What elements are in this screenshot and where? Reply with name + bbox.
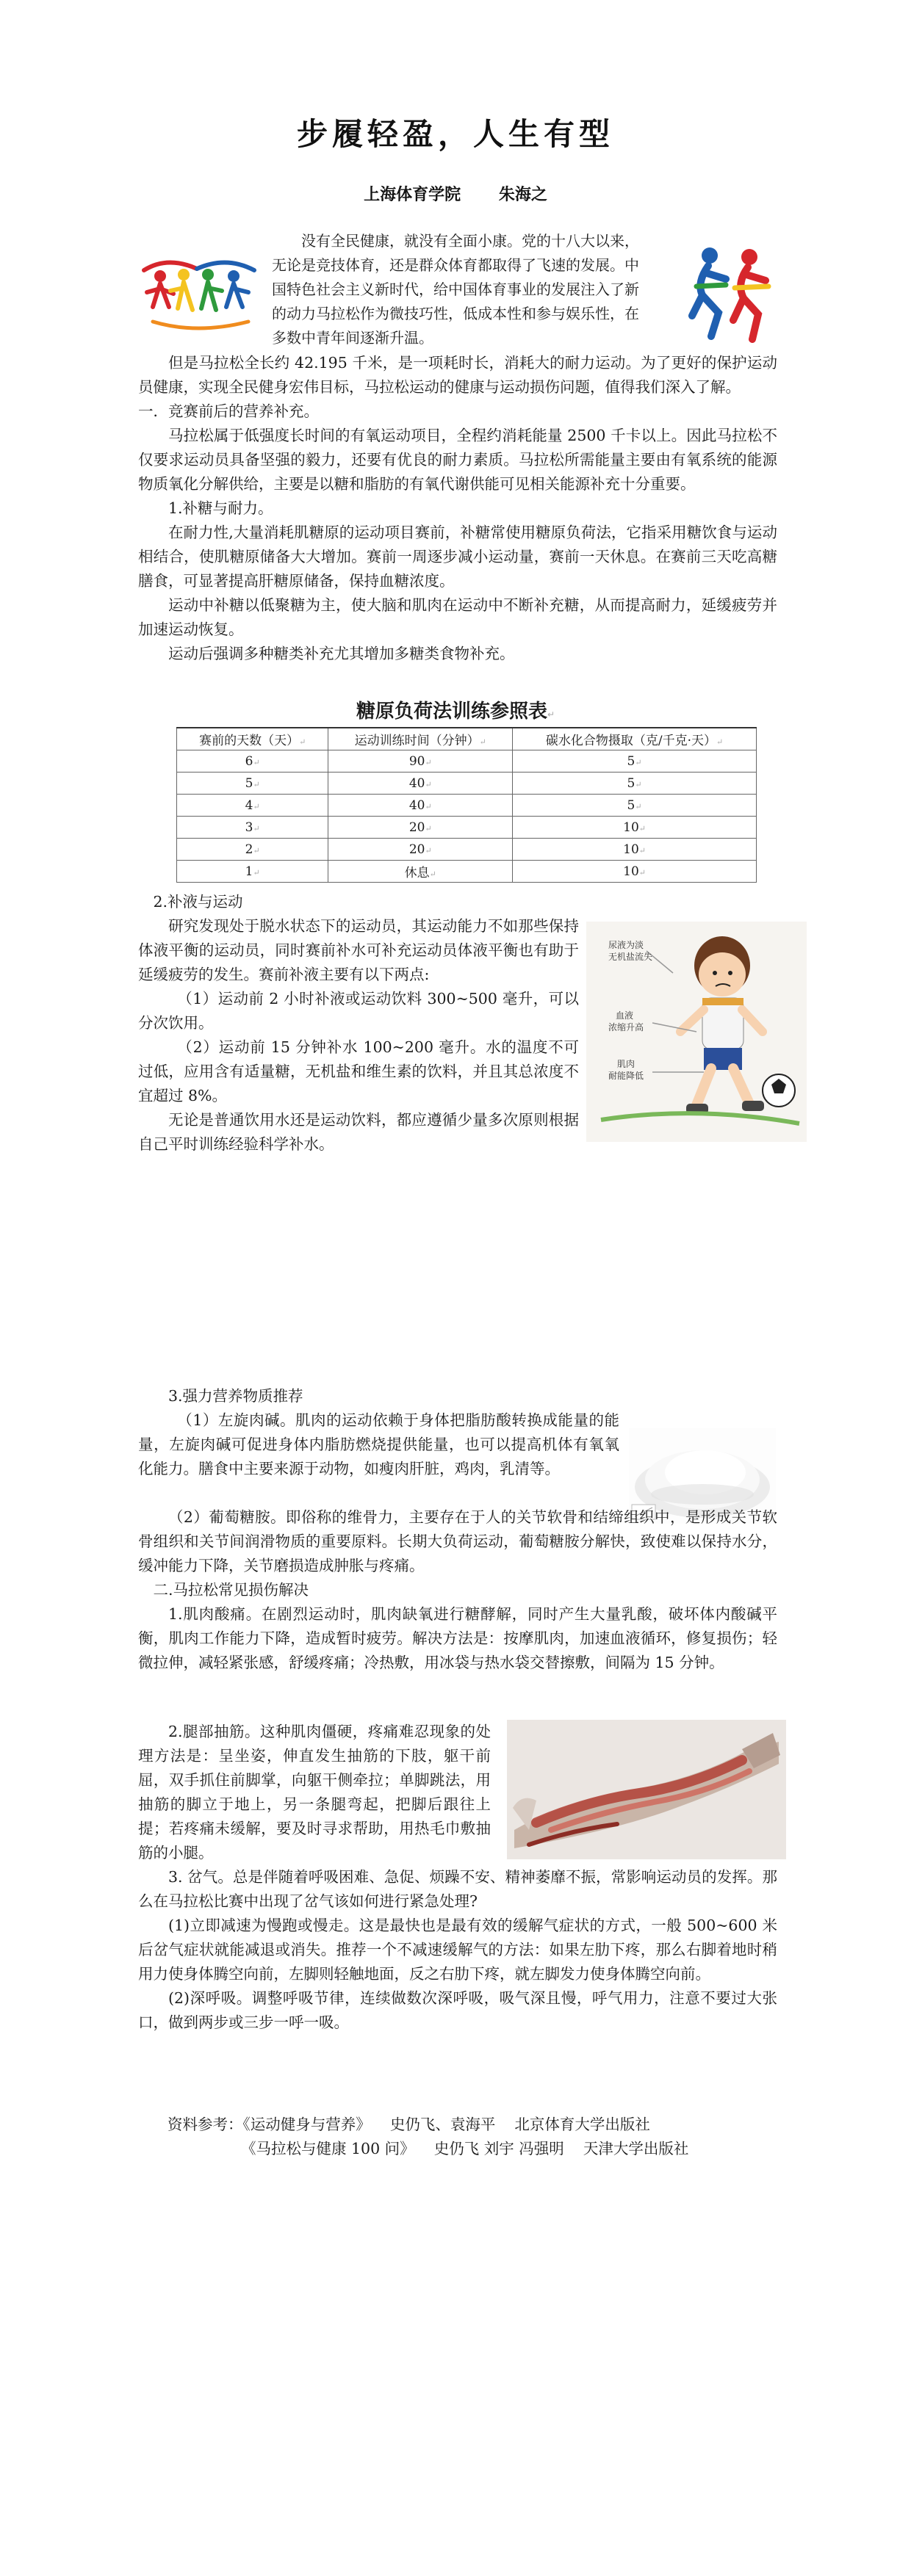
table-row: 4↵ 40↵ 5↵: [177, 795, 757, 817]
injury-side-stitch: 3. 岔气。总是伴随着呼吸困难、急促、烦躁不安、精神萎靡不振，常影响运动员的发挥。那么在马拉松比赛中出现了岔气该如何进行紧急处理?: [138, 1868, 777, 1910]
table-row: 2↵ 20↵ 10↵: [177, 839, 757, 861]
hydration-section: [138, 890, 579, 1157]
subheading-supplements: 3.强力营养物质推荐: [168, 1387, 303, 1405]
table-row: 6↵ 90↵ 5↵: [177, 750, 757, 773]
article-title: 步履轻盈，人生有型: [296, 116, 614, 152]
label-blood: 血液: [616, 1010, 634, 1021]
leg-muscle-illustration: [507, 1720, 786, 1859]
header-carb-intake: 碳水化合物摄取（克/千克·天）↵: [513, 728, 757, 750]
supplement-item-2-wrap: [138, 1505, 777, 1675]
stitch-method-2: (2)深呼吸。调整呼吸节律，连续做数次深呼吸，吸气深且慢，呼气用力，注意不要过大张口，做到两步或三步一呼一吸。: [138, 1989, 777, 2031]
supplements-section: [138, 1384, 777, 1408]
header-days: 赛前的天数（天）↵: [177, 728, 328, 750]
label-endurance: 耐能降低: [608, 1071, 644, 1081]
carb-loading-table: [176, 727, 757, 883]
table-row: 3↵ 20↵ 10↵: [177, 817, 757, 839]
reference-2-authors: 史仍飞 刘宇 冯强明: [433, 2140, 564, 2157]
dehydrated-boy-illustration: [586, 922, 807, 1142]
reference-1-authors: 史仍飞、袁海平: [389, 2116, 496, 2133]
section-one-paragraph: 马拉松属于低强度长时间的有氧运动项目，全程约消耗能量 2500 千卡以上。因此马拉松不仅要求运动员具备坚强的毅力，还要有优良的耐力素质。马拉松所需能量主要由有氧系统的能源物质氧化分解供给，主要是以糖和脂肪的有氧代谢供能可见相关能源补充十分重要。: [138, 427, 777, 493]
runners-logo-left: [138, 248, 259, 344]
runners-logo-right: [682, 242, 777, 345]
section-heading-injuries: 二.马拉松常见损伤解决: [153, 1581, 309, 1599]
byline: [0, 182, 911, 205]
sugar-paragraph-1: 在耐力性,大量消耗肌糖原的运动项目赛前，补糖常使用糖原负荷法，它指采用糖饮食与运动相结合，使肌糖原储备大大增加。赛前一周逐步减小运动量，赛前一天休息。在赛前三天吃高糖膳食，可显著提高肝糖原储备，保持血糖浓度。: [138, 524, 777, 590]
injury-cramp: 2.腿部抽筋。这种肌肉僵硬，疼痛难忍现象的处理方法是：呈坐姿，伸直发生抽筋的下肢，躯干前屈，双手抓住前脚掌，向躯干侧牵拉；单脚跳法，用抽筋的脚立于地上，另一条腿弯起，把脚后跟往上提；若疼痛未缓解，要及时寻求帮助，用热毛巾敷抽筋的小腿。: [138, 1723, 491, 1862]
table-header-row: [177, 728, 757, 750]
reference-2-title: 《马拉松与健康 100 问》: [241, 2140, 415, 2157]
injury-muscle-soreness: 1.肌肉酸痛。在剧烈运动时，肌肉缺氧进行糖酵解，同时产生大量乳酸，破坏体内酸碱平衡，肌肉工作能力下降，造成暂时疲劳。解决方法是：按摩肌肉，加速血液循环，修复损伤；轻微拉伸，减轻紧张感，舒缓疼痛；冷热敷，用冰袋与热水袋交替擦敷，间隔为 15 分钟。: [138, 1605, 777, 1671]
intro-line: 没有全民健康，就没有全面小康。党的十八大以来，: [301, 232, 639, 250]
label-concentration: 浓缩升高: [608, 1022, 644, 1032]
author-name: 朱海之: [498, 186, 547, 204]
stitch-method-1: (1)立即减速为慢跑或慢走。这是最快也是最有效的缓解气症状的方式，一般 500~600 米后岔气症状就能减退或消失。推荐一个不减速缓解气的方法：如果左肋下疼，那么右脚着地时稍用力使身体腾空向前，左脚则轻触地面，反之右肋下疼，就左脚发力使身体腾空向前。: [138, 1917, 777, 1983]
intro-paragraph-2: 但是马拉松全长约 42.195 千米，是一项耗时长，消耗大的耐力运动。为了更好的保护运动员健康，实现全民健身宏伟目标，马拉松运动的健康与运动损伤问题，值得我们深入了解。: [138, 354, 777, 396]
hydration-paragraph-2: 无论是普通饮用水还是运动饮料，都应遵循少量多次原则根据自己平时训练经验科学补水。: [138, 1111, 579, 1153]
reference-label: 资料参考：: [168, 2116, 243, 2133]
intro-line: 国特色社会主义新时代，给中国体育事业的发展注入了新: [272, 281, 639, 298]
label-muscle: 肌肉: [617, 1059, 635, 1069]
label-urine: 尿液为淡: [608, 940, 644, 950]
table-title: 糖原负荷法训练参照表↵: [356, 701, 555, 723]
table-row: 5↵ 40↵ 5↵: [177, 773, 757, 795]
table-row: 1↵ 休息↵ 10↵: [177, 861, 757, 883]
intro-line: 无论是竞技体育，还是群众体育都取得了飞速的发展。中: [272, 256, 639, 274]
stitch-section: [138, 1865, 777, 2035]
section-heading-nutrition: 一．竞赛前后的营养补充。: [138, 402, 319, 420]
hydration-paragraph-1: 研究发现处于脱水状态下的运动员，其运动能力不如那些保持体液平衡的运动员，同时赛前补水可补充运动员体液平衡也有助于延缓疲劳的发生。赛前补液主要有以下两点:: [138, 917, 579, 983]
reference-2: [168, 2137, 777, 2161]
sugar-paragraph-2: 运动中补糖以低聚糖为主，使大脑和肌肉在运动中不断补充糖，从而提高耐力，延缓疲劳并加速运动恢复。: [138, 596, 777, 638]
reference-1-publisher: 北京体育大学出版社: [514, 2116, 650, 2133]
subheading-sugar: 1.补糖与耐力。: [168, 499, 273, 517]
supplement-item-2: （2）葡萄糖胺。即俗称的维骨力，主要存在于人的关节软骨和结缔组织中，是形成关节软骨组织和关节间润滑物质的重要原料。长期大负荷运动，葡萄糖胺分解快，致使难以保持水分，缓冲能力下降，关节磨损造成肿胀与疼痛。: [138, 1508, 777, 1574]
intro-wrap: [272, 229, 672, 350]
subheading-hydration: 2.补液与运动: [153, 893, 243, 911]
header-training-time: 运动训练时间（分钟）↵: [328, 728, 513, 750]
reference-1-title: 《运动健身与营养》: [242, 2116, 371, 2133]
reference-1: [168, 2113, 777, 2137]
supplement-item-1: （1）左旋肉碱。肌肉的运动依赖于身体把脂肪酸转换成能量的能量，左旋肉碱可促进身体内脂肪燃烧提供能量，也可以提高机体有氧氧化能力。膳食中主要来源于动物，如瘦肉肝脏，鸡肉，乳清等。: [138, 1411, 619, 1477]
author-school: 上海体育学院: [364, 186, 461, 204]
label-salt: 无机盐流失: [608, 952, 653, 962]
hydration-item-2: （2）运动前 15 分钟补水 100~200 毫升。水的温度不可过低，应用含有适量糖，无机盐和维生素的饮料，并且其总浓度不宜超过 8%。: [138, 1038, 579, 1104]
references: [168, 2113, 777, 2161]
cramp-wrap: [138, 1720, 491, 1865]
reference-2-publisher: 天津大学出版社: [583, 2140, 689, 2157]
sugar-paragraph-3: 运动后强调多种糖类补充尤其增加多糖类食物补充。: [168, 645, 515, 662]
section-one: [138, 351, 777, 666]
supplement-item-1-wrap: [138, 1408, 619, 1481]
intro-line: 的动力马拉松作为微技巧性，低成本性和参与娱乐性，在: [272, 305, 639, 322]
intro-line: 多数中青年间逐渐升温。: [272, 329, 433, 347]
hydration-item-1: （1）运动前 2 小时补液或运动饮料 300~500 毫升，可以分次饮用。: [138, 990, 579, 1032]
